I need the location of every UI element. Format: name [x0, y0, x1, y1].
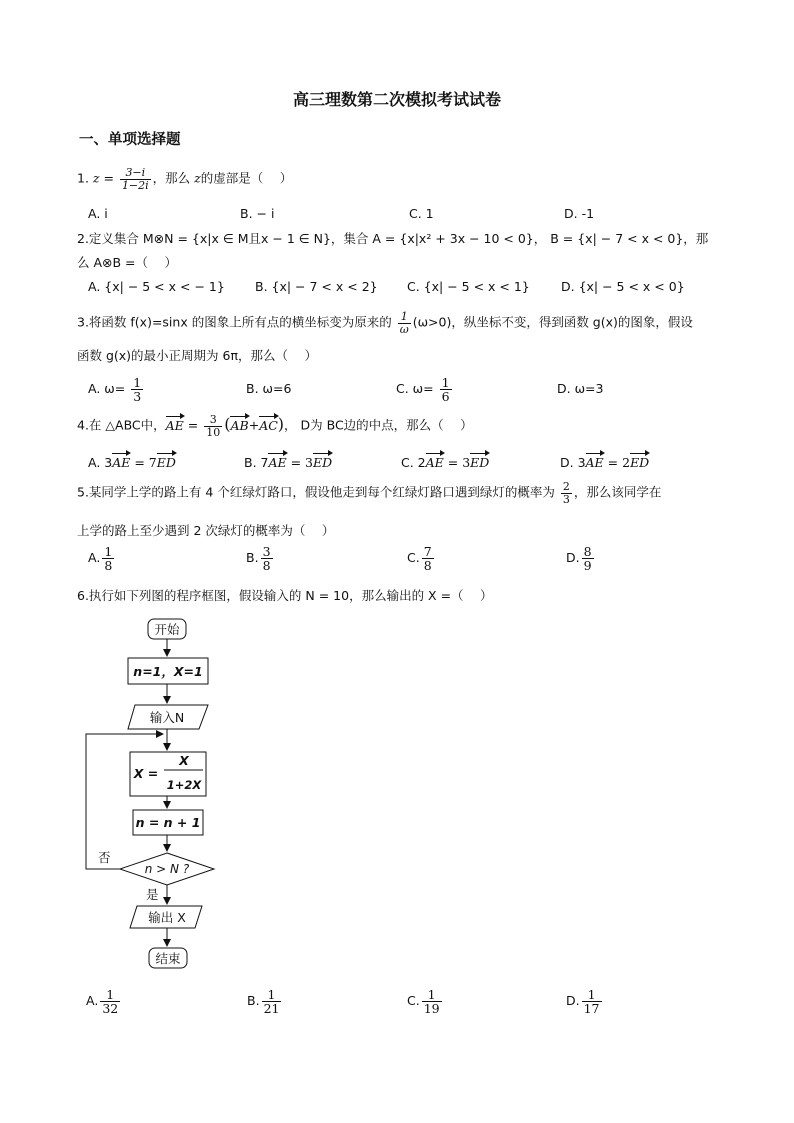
q4-text-a: 4.在 △ABC中，: [77, 417, 166, 433]
q4-opt-b-mid: = 3: [286, 455, 314, 470]
q5-opt-b-den: 8: [262, 558, 271, 574]
q4-opt-c-v2: ED: [470, 455, 490, 470]
q1-frac-num: 3−i: [120, 167, 151, 180]
q1-option-a[interactable]: A. i: [88, 206, 108, 221]
q1-z2: z: [194, 170, 201, 186]
q6-opt-d-label: D.: [566, 993, 580, 1009]
q4-opt-c-pre: C. 2: [401, 455, 426, 470]
q6-opt-b-label: B.: [247, 993, 260, 1009]
q3-option-a-label: A. ω=: [88, 381, 126, 397]
q4-opt-c-v1: AE: [425, 455, 444, 470]
q6-line: 6.执行如下列图的程序框图，假设输入的 N = 10，那么输出的 X =（ ）: [77, 588, 493, 603]
q4-opt-c-mid: = 3: [443, 455, 471, 470]
q6-opt-c-num: 1: [422, 988, 442, 1002]
q6-opt-d-frac: [582, 988, 602, 1015]
q5-opt-a-label: A.: [88, 550, 101, 566]
flow-no-label: 否: [98, 850, 111, 865]
q3-option-d[interactable]: D. ω=3: [557, 381, 604, 396]
q3-text-b: (ω>0)，纵坐标不变，得到函数 g(x)的图象，假设: [412, 314, 693, 330]
q4-text-b: ， D为 BC边的中点，那么（ ）: [284, 417, 473, 433]
q3-option-c-num: 1: [441, 375, 450, 390]
q4-frac-num: 3: [204, 414, 222, 427]
q4-equals: =: [183, 417, 203, 433]
q3-option-b[interactable]: B. ω=6: [246, 381, 292, 396]
q3-frac-num: 1: [398, 311, 411, 324]
q5-opt-d-label: D.: [566, 550, 580, 566]
flow-start-text: 开始: [154, 622, 180, 637]
q5-text-a: 5.某同学上学的路上有 4 个红绿灯路口，假设他走到每个红绿灯路口遇到绿灯的概率为: [77, 484, 555, 500]
q4-vector-ae: AE: [165, 417, 184, 433]
q2-option-c[interactable]: C. {x| − 5 < x < 1}: [407, 279, 530, 294]
q4-opt-a-v1: AE: [112, 455, 131, 470]
q4-opt-b-v1: AE: [268, 455, 287, 470]
q2-line1: 2.定义集合 M⊗N = {x|x ∈ M且x − 1 ∈ N}，集合 A = {x|x² + 3x − 10 < 0}， B = {x| − 7 < x < 0}，那: [77, 231, 709, 246]
q4-opt-b-v2: ED: [313, 455, 333, 470]
q3-option-c-den: 6: [441, 389, 450, 405]
q5-frac-num: 2: [562, 480, 570, 493]
q5-opt-c-num: 7: [423, 544, 432, 559]
q6-opt-d-den: 17: [583, 1001, 600, 1017]
q5-opt-c-label: C.: [407, 550, 420, 566]
q5-opt-a-den: 8: [104, 558, 113, 574]
q2-option-a[interactable]: A. {x| − 5 < x < − 1}: [88, 279, 225, 294]
flow-incr-text: n = n + 1: [135, 815, 201, 830]
flow-input-text: 输入N: [149, 710, 185, 725]
q5-frac-den: 3: [562, 492, 570, 506]
q6-opt-b-den: 21: [263, 1001, 280, 1017]
q3-option-a-den: 3: [133, 389, 142, 405]
q6-opt-c-den: 19: [423, 1001, 440, 1017]
q4-opt-d-mid: = 2: [603, 455, 631, 470]
q5-opt-c-den: 8: [423, 558, 432, 574]
q4-opt-a-pre: A. 3: [88, 455, 113, 470]
q4-frac-den: 10: [206, 425, 221, 439]
q4-opt-a-v2: ED: [156, 455, 176, 470]
q3-text-a: 3.将函数 f(x)=sinx 的图象上所有点的横坐标变为原来的: [77, 314, 392, 330]
q4-vector-ab: AB: [230, 417, 249, 433]
q4-opt-d-v1: AE: [585, 455, 604, 470]
q4-plus: +: [248, 417, 260, 433]
q3-option-a-num: 1: [133, 375, 142, 390]
q1-number: 1.: [77, 170, 89, 186]
q1-equals: =: [99, 170, 118, 186]
q2-option-b[interactable]: B. {x| − 7 < x < 2}: [255, 279, 378, 294]
flow-loop-arrow: [86, 734, 163, 869]
q6-opt-b-frac: [262, 988, 282, 1015]
q1-option-c[interactable]: C. 1: [409, 206, 434, 221]
q6-option-b[interactable]: [247, 988, 283, 1015]
q4-opt-d-v2: ED: [630, 455, 650, 470]
q3-frac-den: ω: [399, 322, 409, 336]
flow-assign-den: 1+2X: [166, 778, 202, 792]
q5-line2: 上学的路上至少遇到 2 次绿灯的概率为（ ）: [77, 523, 335, 538]
q5-opt-d-den: 9: [583, 558, 592, 574]
q6-opt-a-den: 32: [102, 1001, 119, 1017]
flow-assign-lhs: X =: [133, 766, 159, 781]
q4-opt-a-mid: = 7: [130, 455, 157, 470]
q6-opt-c-frac: [422, 988, 442, 1015]
q1-text-a: ，那么: [152, 170, 195, 186]
q3-option-c-label: C. ω=: [396, 381, 434, 397]
q6-opt-d-num: 1: [582, 988, 602, 1002]
flow-assign-num: X: [179, 753, 189, 768]
q1-z: z: [92, 170, 100, 186]
q6-opt-a-label: A.: [86, 993, 99, 1009]
flow-end-text: 结束: [155, 951, 181, 966]
question-4: 4.在 △ABC中，AE = $\frac{3}{10}$ (AB+AC)， D为 BC边的中点，那么（ ）: [77, 413, 473, 439]
q4-vector-ac: AC: [259, 417, 278, 433]
q6-opt-a-num: 1: [100, 988, 120, 1002]
q2-option-d[interactable]: D. {x| − 5 < x < 0}: [561, 279, 685, 294]
q1-text-b: 的虚部是（ ）: [200, 170, 293, 186]
q5-text-b: ，那么该同学在: [573, 484, 662, 500]
q2-line2: 么 A⊗B =（ ）: [77, 255, 177, 270]
q6-opt-b-num: 1: [262, 988, 282, 1002]
q4-opt-d-pre: D. 3: [560, 455, 586, 470]
q5-opt-d-num: 8: [583, 544, 592, 559]
q1-frac-den: 1−2i: [121, 178, 149, 192]
q6-opt-c-label: C.: [407, 993, 420, 1009]
q6-opt-a-frac: [100, 988, 120, 1015]
q4-opt-b-pre: B. 7: [244, 455, 269, 470]
exam-title: 高三理数第二次模拟考试试卷: [292, 90, 501, 109]
flow-init-text: n=1，X=1: [133, 664, 203, 679]
q3-line2: 函数 g(x)的最小正周期为 6π，那么（ ）: [77, 348, 317, 363]
flow-cond-text: n > N ?: [144, 862, 190, 876]
q6-option-a[interactable]: [86, 988, 122, 1015]
q5-opt-b-label: B.: [246, 550, 259, 566]
section-heading: 一、单项选择题: [79, 132, 181, 148]
q5-opt-b-num: 3: [262, 544, 271, 559]
q6-option-d[interactable]: [566, 988, 604, 1015]
q1-option-d[interactable]: D. -1: [564, 206, 595, 221]
flow-yes-label: 是: [146, 887, 159, 902]
flow-output-text: 输出 X: [148, 910, 186, 925]
q5-opt-a-num: 1: [104, 544, 113, 559]
q1-option-b[interactable]: B. − i: [240, 206, 275, 221]
q6-option-c[interactable]: [407, 988, 444, 1015]
